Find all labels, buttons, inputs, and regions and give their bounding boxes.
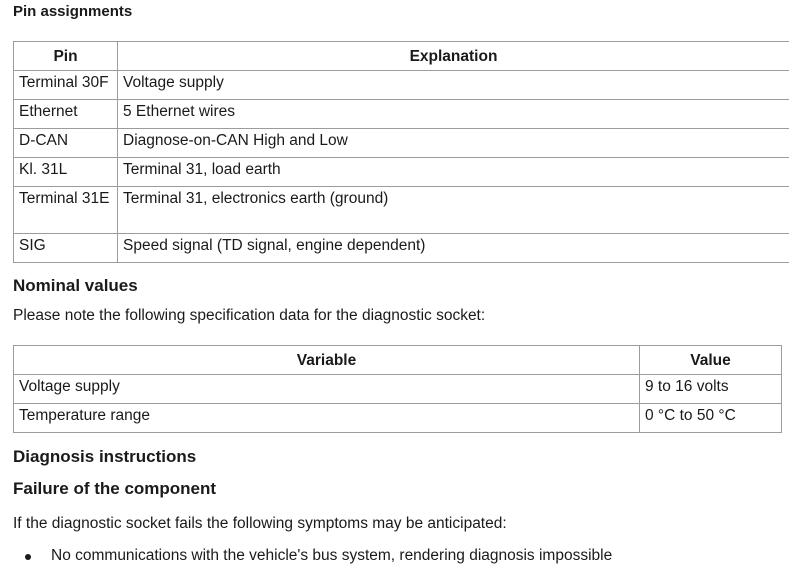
nominal-values-heading: Nominal values (13, 276, 138, 295)
symptom-list (13, 546, 612, 566)
explanation-cell: Terminal 31, electronics earth (ground) (118, 187, 789, 234)
nominal-values-table (13, 345, 782, 433)
explanation-cell: Terminal 31, load earth (118, 158, 789, 187)
value-cell: 9 to 16 volts (640, 375, 782, 404)
failure-intro: If the diagnostic socket fails the following symptoms may be anticipated: (13, 515, 507, 532)
pin-assignments-heading: Pin assignments (13, 3, 133, 20)
bullet-icon (25, 554, 31, 560)
pin-cell: Terminal 31E (14, 187, 118, 234)
table-row (14, 404, 782, 433)
explanation-cell: Speed signal (TD signal, engine dependent) (118, 234, 789, 263)
pin-cell: Kl. 31L (14, 158, 118, 187)
failure-of-component-heading: Failure of the component (13, 479, 217, 498)
value-cell: 0 °C to 50 °C (640, 404, 782, 433)
explanation-cell: Diagnose-on-CAN High and Low (118, 129, 789, 158)
diagnosis-instructions-heading: Diagnosis instructions (13, 447, 197, 466)
pin-cell: SIG (14, 234, 118, 263)
table-header-row (14, 42, 789, 71)
variable-cell: Voltage supply (14, 375, 640, 404)
table-row (14, 375, 782, 404)
table-row (14, 234, 789, 263)
table-header-row (14, 346, 782, 375)
variable-cell: Temperature range (14, 404, 640, 433)
pin-cell: D-CAN (14, 129, 118, 158)
value-column-header: Value (640, 346, 782, 375)
pin-column-header: Pin (14, 42, 118, 71)
nominal-values-intro: Please note the following specification data for the diagnostic socket: (13, 307, 486, 324)
table-row (14, 158, 789, 187)
pin-cell: Terminal 30F (14, 71, 118, 100)
variable-column-header: Variable (14, 346, 640, 375)
table-row (14, 71, 789, 100)
table-row (14, 187, 789, 234)
explanation-cell: Voltage supply (118, 71, 789, 100)
symptom-text: No communications with the vehicle's bus system, rendering diagnosis impossible (51, 547, 613, 564)
pin-assignments-table (13, 41, 789, 263)
pin-cell: Ethernet (14, 100, 118, 129)
table-row (14, 100, 789, 129)
explanation-column-header: Explanation (118, 42, 789, 71)
table-row (14, 129, 789, 158)
list-item (13, 546, 612, 566)
explanation-cell: 5 Ethernet wires (118, 100, 789, 129)
